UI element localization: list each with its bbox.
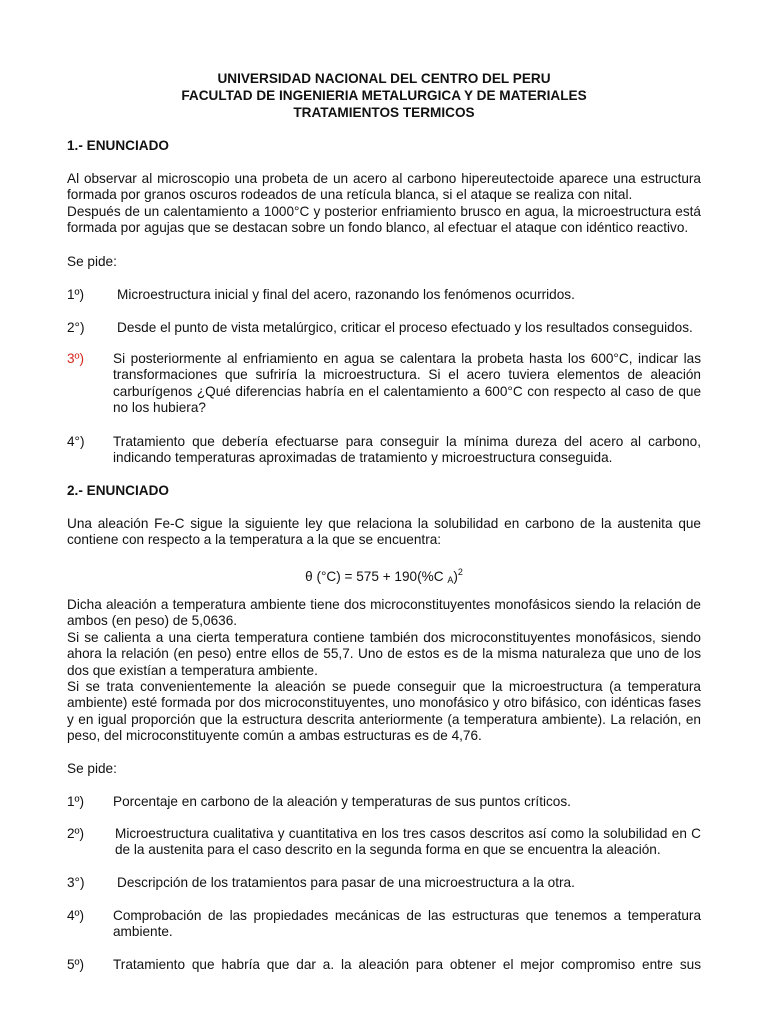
section-2-title: 2.- ENUNCIADO xyxy=(67,483,169,498)
item-text: Tratamiento que debería efectuarse para conseguir la mínima dureza del acero al carbono, indicando temperaturas aproximadas de tratamiento y microestructura conseguida. xyxy=(113,434,701,466)
section-1-paragraph xyxy=(67,171,701,237)
item-number: 5º) xyxy=(67,957,85,972)
section-2-para-2: Si se calienta a una cierta temperatura contiene también dos microconstituyentes monofásicos, siendo ahora la relación (en peso) entre ellos de 55,7. Uno de estos es de la misma naturaleza que uno de los dos que existían a temperatura ambiente. xyxy=(67,629,701,678)
course-title: TRATAMIENTOS TERMICOS xyxy=(293,105,475,120)
section-1-para-1: Al observar al microscopio una probeta de un acero al carbono hipereutectoide aparece una estructura formada por granos oscuros rodeados de una retícula blanca, si el ataque se realiza con nital. xyxy=(67,171,701,203)
formula-close: ) xyxy=(453,569,458,584)
section-2-intro: Una aleación Fe-C sigue la siguiente ley que relaciona la solubilidad en carbono de la austenita que contiene con respecto a la temperatura a la que se encuentra: xyxy=(67,516,701,548)
item-text: Microestructura inicial y final del acero, razonando los fenómenos ocurridos. xyxy=(117,287,575,302)
item-number: 2º) xyxy=(67,826,85,841)
faculty-name: FACULTAD DE INGENIERIA METALURGICA Y DE MATERIALES xyxy=(181,88,587,103)
item-text: Descripción de los tratamientos para pasar de una microestructura a la otra. xyxy=(117,875,575,890)
item-number: 1º) xyxy=(67,794,85,809)
section-2-para-3: Si se trata convenientemente la aleación se puede conseguir que la microestructura (a temperatura ambiente) esté formada por dos microconstituyentes, uno monofásico y otro bifásico, con idénticas fases y en igual proporción que la estructura descrita anteriormente (a temperatura ambiente). La relación, en peso, del microconstituyente común a ambas estructuras es de 4,76. xyxy=(67,679,701,744)
item-text: Tratamiento que habría que dar a. la aleación para obtener el mejor compromiso entre sus xyxy=(113,957,701,972)
item-text: Comprobación de las propiedades mecánicas de las estructuras que tenemos a temperatura ambiente. xyxy=(113,908,701,940)
formula-exponent: 2 xyxy=(457,567,463,577)
section-1-para-2: Después de un calentamiento a 1000°C y posterior enfriamiento brusco en agua, la microestructura está formada por agujas que se destacan sobre un fondo blanco, al efectuar el ataque con idéntico reactivo. xyxy=(67,203,701,236)
item-number: 2°) xyxy=(67,320,85,335)
item-text: Porcentaje en carbono de la aleación y temperaturas de sus puntos críticos. xyxy=(113,794,571,809)
item-text: Microestructura cualitativa y cuantitativa en los tres casos descritos así como la solubilidad en C de la austenita para el caso descrito en la segunda forma en que se encuentra la aleación. xyxy=(115,826,701,858)
section-1-title: 1.- ENUNCIADO xyxy=(67,138,169,153)
document-header xyxy=(0,71,768,122)
item-number: 4º) xyxy=(67,908,85,923)
formula-main: θ (°C) = 575 + 190(%C xyxy=(305,569,448,584)
item-number: 4°) xyxy=(67,434,85,449)
item-text: Si posteriormente al enfriamiento en agua se calentara la probeta hasta los 600°C, indicar las transformaciones que sufriría la microestructura. Si el acero tuviera elementos de aleación carburígenos ¿Qué diferencias habría en el calentamiento a 600°C con respecto al caso de que no los hubiera? xyxy=(113,351,701,416)
item-number: 3°) xyxy=(67,875,85,890)
section-2-description xyxy=(67,597,701,745)
item-number-highlighted: 3º) xyxy=(67,351,85,366)
item-text: Desde el punto de vista metalúrgico, criticar el proceso efectuado y los resultados conseguidos. xyxy=(117,320,693,335)
section-2-se-pide: Se pide: xyxy=(67,761,117,776)
solubility-formula xyxy=(0,564,768,588)
section-1-se-pide: Se pide: xyxy=(67,254,117,269)
formula-subscript: A xyxy=(447,575,454,585)
university-name: UNIVERSIDAD NACIONAL DEL CENTRO DEL PERU xyxy=(217,71,551,86)
section-2-para-1: Dicha aleación a temperatura ambiente tiene dos microconstituyentes monofásicos siendo la relación de ambos (en peso) de 5,0636. xyxy=(67,597,701,629)
item-number: 1º) xyxy=(67,287,85,302)
